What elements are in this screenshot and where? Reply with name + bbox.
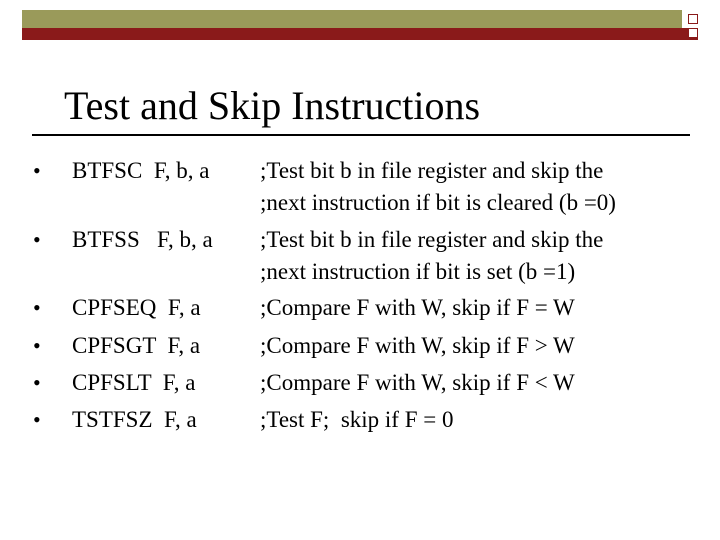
- list-item: [0, 333, 720, 363]
- instruction-comment: ;Compare F with W, skip if F = W: [260, 295, 575, 320]
- bullet-icon: •: [33, 407, 41, 432]
- list-item: [0, 158, 720, 188]
- instruction-mnemonic: BTFSC F, b, a: [72, 158, 210, 183]
- list-item: [0, 259, 720, 289]
- slide-title: Test and Skip Instructions: [64, 83, 481, 128]
- instruction-mnemonic: CPFSEQ F, a: [72, 295, 201, 320]
- instruction-mnemonic: CPFSLT F, a: [72, 370, 196, 395]
- bullet-icon: •: [33, 158, 41, 183]
- instruction-comment: ;Compare F with W, skip if F > W: [260, 333, 575, 358]
- list-item: [0, 370, 720, 400]
- instruction-comment: ;Test bit b in file register and skip the: [260, 227, 604, 252]
- bullet-icon: •: [33, 370, 41, 395]
- bullet-icon: •: [33, 333, 41, 358]
- list-item: [0, 407, 720, 437]
- instruction-mnemonic: BTFSS F, b, a: [72, 227, 213, 252]
- bullet-icon: •: [33, 227, 41, 252]
- instruction-mnemonic: CPFSGT F, a: [72, 333, 201, 358]
- instruction-comment: ;Compare F with W, skip if F < W: [260, 370, 575, 395]
- instruction-comment: ;Test F; skip if F = 0: [260, 407, 454, 432]
- list-item: [0, 190, 720, 220]
- instruction-comment: ;next instruction if bit is set (b =1): [260, 259, 576, 284]
- instruction-comment: ;Test bit b in file register and skip the: [260, 158, 604, 183]
- list-item: [0, 295, 720, 325]
- instruction-comment: ;next instruction if bit is cleared (b =0): [260, 190, 616, 215]
- list-item: [0, 227, 720, 257]
- instruction-mnemonic: TSTFSZ F, a: [72, 407, 197, 432]
- bullet-icon: •: [33, 295, 41, 320]
